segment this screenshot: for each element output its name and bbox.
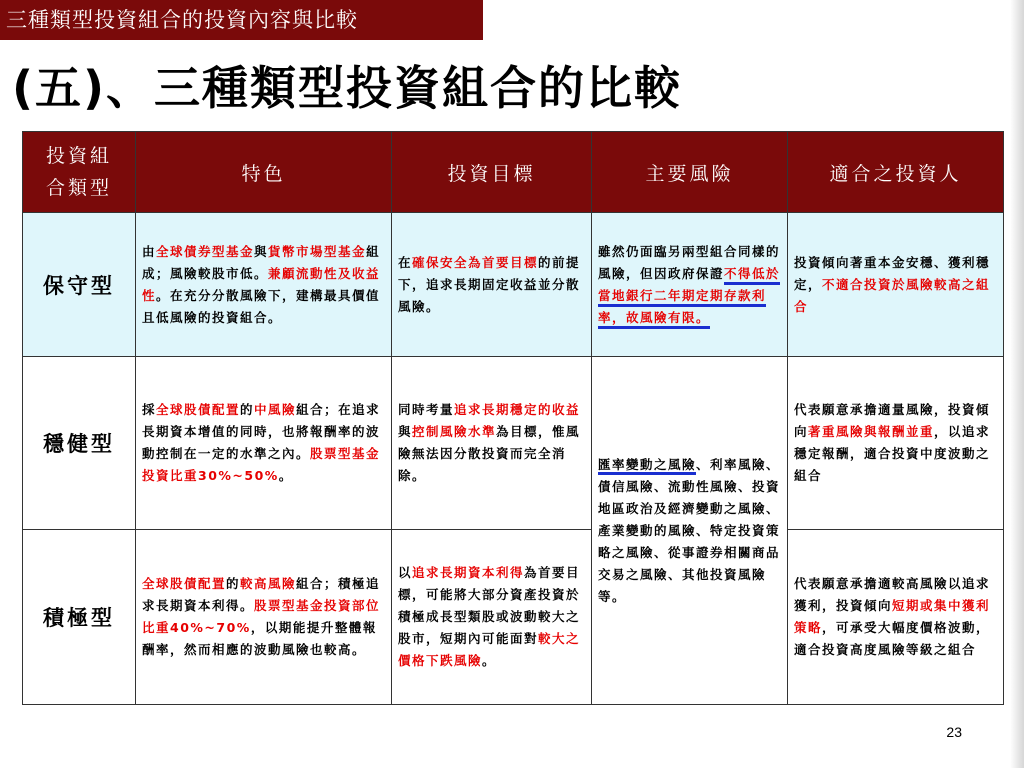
- header-portfolio-type-line1: 投資組: [45, 145, 112, 167]
- text-segment: 由: [142, 243, 157, 259]
- text-segment: ，以期能提升整體報酬率，然而相應的波動風險也較高。: [142, 620, 377, 657]
- text-segment: 。: [278, 468, 293, 483]
- shared-risk-lead: 匯率變動之風險: [598, 457, 696, 475]
- table-row: [23, 357, 1004, 530]
- text-segment: 追求長期穩定的收益: [454, 402, 581, 417]
- text-segment: 控制風險水準: [412, 424, 497, 439]
- shared-risk-rest: 、利率風險、債信風險、流動性風險、投資地區政治及經濟變動之風險、產業變動的風險、特定投資策略之風險、從事證券相關商品交易之風險、其他投資風險等。: [598, 456, 781, 604]
- aggressive-feature: [136, 530, 392, 705]
- text-segment: 股票型基金投資部位比重40%~70%: [142, 598, 381, 635]
- text-segment: 的前提下，追求長期固定收益並分散風險。: [398, 254, 581, 314]
- text-segment: 組合；在追求長期資本增值的同時，也將報酬率的波動控制在一定的水準之內。: [142, 402, 381, 461]
- text-segment: 不適合投資於風險較高之組合: [794, 276, 991, 314]
- text-segment: 全球債券型基金: [156, 243, 255, 259]
- comparison-table: [22, 131, 1004, 705]
- text-segment: 不得低於當地銀行二年期定期存款利率，故風險有限。: [598, 266, 780, 329]
- text-segment: 代表願意承擔適量風險，投資傾向: [794, 402, 991, 439]
- text-segment: 中風險: [254, 402, 297, 417]
- text-segment: 著重風險與報酬並重: [808, 424, 935, 439]
- text-segment: 較高風險: [240, 576, 297, 591]
- conservative-investor: [788, 213, 1004, 357]
- balanced-goal: [392, 357, 592, 530]
- text-segment: 全球股債配置: [142, 576, 227, 591]
- header-suitable-investor: 適合之投資人: [788, 132, 1004, 213]
- row-label-conservative: 保守型: [23, 213, 136, 357]
- text-segment: 與: [398, 424, 413, 439]
- text-segment: 的: [240, 402, 255, 417]
- text-segment: 較大之價格下跌風險: [398, 631, 581, 668]
- text-segment: 。在充分分散風險下，建構最具價值且低風險的投資組合。: [142, 287, 381, 325]
- text-segment: 投資傾向著重本金安穩、獲利穩定，: [794, 254, 991, 292]
- page-number: 23: [946, 724, 962, 740]
- row-label-aggressive: 積極型: [23, 530, 136, 705]
- text-segment: 組成；風險較股市低。: [142, 243, 381, 281]
- text-segment: 全球股債配置: [156, 402, 241, 417]
- text-segment: 追求長期資本利得: [412, 565, 525, 580]
- table-header-row: [23, 132, 1004, 213]
- text-segment: 。: [482, 653, 497, 668]
- table-row: [23, 530, 1004, 705]
- row-label-balanced: 穩健型: [23, 357, 136, 530]
- text-segment: 雖然仍面臨另兩型組合同樣的風險，但因政府保證: [598, 243, 781, 281]
- conservative-goal: [392, 213, 592, 357]
- text-segment: 為首要目標，可能將大部分資產投資於積極成長型類股或波動較大之股市，短期內可能面對: [398, 565, 581, 646]
- header-goal: 投資目標: [392, 132, 592, 213]
- text-segment: 與: [254, 243, 269, 259]
- slide-title: (五)、三種類型投資組合的比較: [12, 61, 683, 115]
- aggressive-investor: [788, 530, 1004, 705]
- text-segment: 短期或集中獲利策略: [794, 598, 991, 635]
- text-segment: 以: [398, 565, 413, 580]
- text-segment: 股票型基金投資比重30%~50%: [142, 446, 381, 483]
- top-banner: 三種類型投資組合的投資內容與比較: [0, 0, 483, 40]
- header-portfolio-type: [23, 132, 136, 213]
- text-segment: ，可承受大幅度價格波動，適合投資高度風險等級之組合: [794, 620, 991, 657]
- header-main-risk: 主要風險: [592, 132, 788, 213]
- text-segment: 同時考量: [398, 402, 455, 417]
- text-segment: ，以追求穩定報酬，適合投資中度波動之組合: [794, 424, 991, 483]
- text-segment: 兼顧流動性及收益性: [142, 265, 381, 303]
- conservative-feature: [136, 213, 392, 357]
- text-segment: 為目標，惟風險無法因分散投資而完全消除。: [398, 424, 581, 483]
- conservative-risk: [592, 213, 788, 357]
- text-segment: 採: [142, 402, 157, 417]
- header-portfolio-type-line2: 合類型: [45, 177, 112, 199]
- header-features: 特色: [136, 132, 392, 213]
- shared-risk: [592, 357, 788, 705]
- text-segment: 在: [398, 254, 413, 270]
- text-segment: 代表願意承擔適較高風險以追求獲利，投資傾向: [794, 576, 991, 613]
- aggressive-goal: [392, 530, 592, 705]
- table-row: [23, 213, 1004, 357]
- text-segment: 的: [226, 576, 241, 591]
- text-segment: 貨幣市場型基金: [268, 243, 367, 259]
- balanced-feature: [136, 357, 392, 530]
- balanced-investor: [788, 357, 1004, 530]
- text-segment: 確保安全為首要目標: [412, 254, 539, 270]
- slide-edge-shade: [1010, 0, 1024, 768]
- text-segment: 組合；積極追求長期資本利得。: [142, 576, 381, 613]
